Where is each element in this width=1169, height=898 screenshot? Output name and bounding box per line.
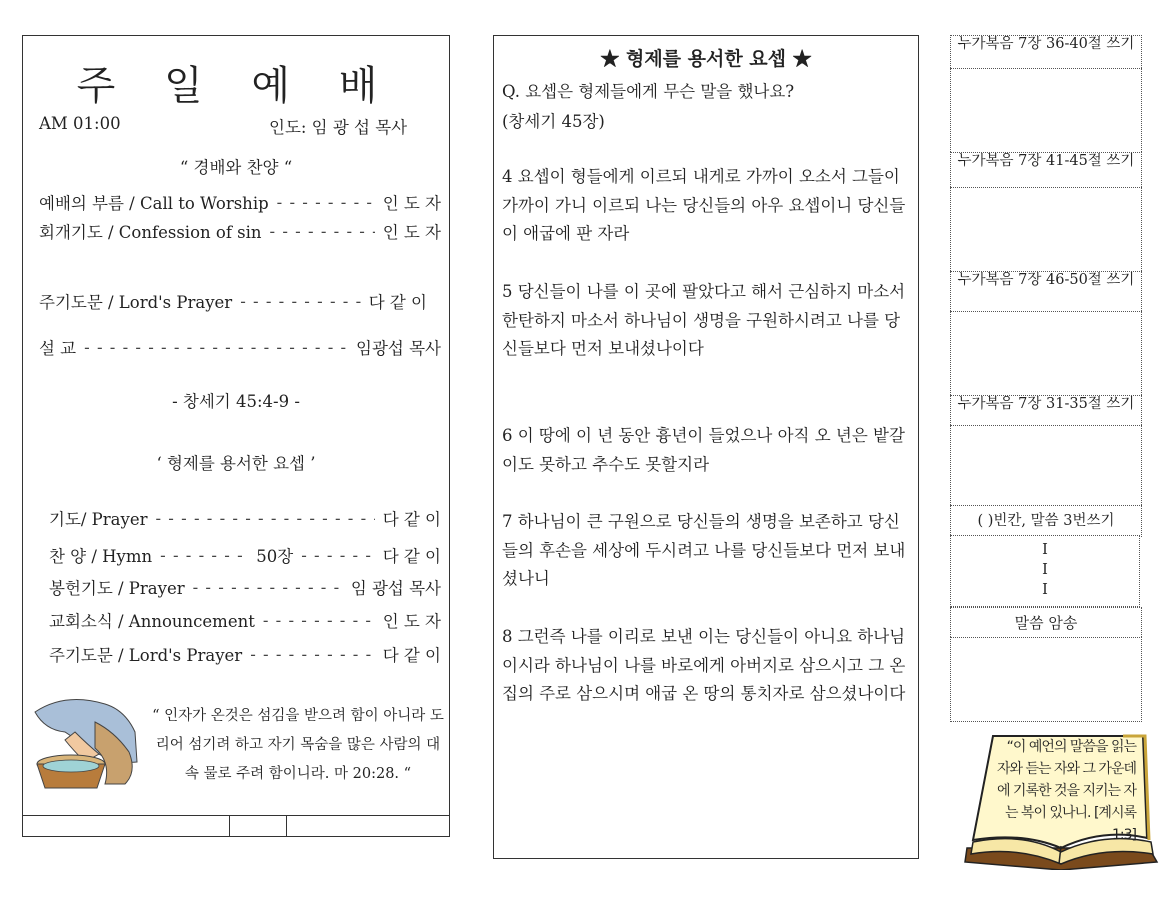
scripture-reference: - 창세기 45:4-9 - bbox=[172, 392, 300, 411]
footer-divider bbox=[229, 816, 230, 836]
order-item-leader: 임광섭 목사 bbox=[356, 339, 441, 358]
order-item-label: 봉헌기도 / Prayer bbox=[49, 579, 185, 598]
order-item bbox=[39, 190, 441, 214]
tally-mark: I bbox=[1042, 582, 1048, 598]
memorize-label: 말씀 암송 bbox=[950, 607, 1142, 639]
hymn-number: 50장 bbox=[256, 547, 294, 566]
verse-paragraph: 4 요셉이 형들에게 이르되 내게로 가까이 오소서 그들이 가까이 가니 이르되 나는 당신들의 아우 요셉이니 당신들이 애굽에 판 자라 bbox=[502, 167, 906, 244]
verse-paragraph: 5 당신들이 나를 이 곳에 팔았다고 해서 근심하지 마소서 한탄하지 마소서 하나님이 생명을 구원하시려고 나를 당신들보다 먼저 보내셨나이다 bbox=[502, 282, 906, 359]
writing-area[interactable] bbox=[950, 187, 1142, 273]
service-time: AM 01:00 bbox=[39, 114, 121, 133]
order-item bbox=[49, 543, 441, 567]
tally-box bbox=[950, 535, 1140, 607]
order-item-leader: 다 같 이 bbox=[382, 646, 441, 665]
verse-paragraph: 8 그런즉 나를 이리로 보낸 이는 당신들이 아니요 하나님이시라 하나님이 나를 바로에게 아버지로 삼으시고 그 온 집의 주로 삼으시며 애굽 온 땅의 통치자로 삼으셨나이다 bbox=[502, 627, 906, 704]
quote-text: “ 인자가 온것은 섬김을 받으려 함이 아니라 도리어 섬기려 하고 자기 목숨을 많은 사람의 대속 물로 주려 함이니라. 마 20:28. “ bbox=[152, 708, 444, 782]
page-title: 주 일 예 배 bbox=[76, 63, 396, 109]
lesson-panel bbox=[493, 35, 919, 859]
order-item bbox=[49, 575, 441, 599]
footer-table bbox=[23, 815, 449, 836]
service-leader: 인도: 임 광 섭 목사 bbox=[269, 118, 408, 137]
order-item-label: 주기도문 / Lord's Prayer bbox=[39, 293, 233, 312]
order-item-leader: 다 같 이 bbox=[382, 510, 441, 529]
lesson-question-ref: (창세기 45장) bbox=[502, 112, 605, 131]
order-item-leader: 인 도 자 bbox=[382, 223, 441, 242]
worship-order-panel bbox=[22, 35, 450, 837]
section-heading: “ 경배와 찬양 “ bbox=[179, 158, 293, 177]
sermon-title: ‘ 형제를 용서한 요셉 ’ bbox=[156, 454, 316, 473]
order-item-label: 회개기도 / Confession of sin bbox=[39, 223, 262, 242]
order-item bbox=[39, 289, 427, 313]
order-item-label: 교회소식 / Announcement bbox=[49, 612, 255, 631]
tally-mark: I bbox=[1042, 562, 1048, 578]
order-item bbox=[49, 506, 441, 530]
writing-task-header: 누가복음 7장 31-35절 쓰기 bbox=[950, 395, 1142, 427]
order-item bbox=[39, 219, 441, 243]
blank-fill-instruction: ( )빈칸, 말씀 3번쓰기 bbox=[950, 505, 1142, 537]
order-item-leader: 인 도 자 bbox=[382, 612, 441, 631]
order-item-label: 찬 양 / Hymn bbox=[49, 547, 153, 566]
lesson-question: Q. 요셉은 형제들에게 무슨 말을 했나요? bbox=[502, 82, 795, 101]
writing-task-header: 누가복음 7장 46-50절 쓰기 bbox=[950, 271, 1142, 313]
order-item bbox=[49, 642, 441, 666]
order-item-label: 기도/ Prayer bbox=[49, 510, 148, 529]
foot-washing-illustration bbox=[25, 692, 147, 792]
order-item-leader: 인 도 자 bbox=[382, 194, 441, 213]
tally-mark: I bbox=[1042, 542, 1048, 558]
order-item-label: 설 교 bbox=[39, 339, 77, 358]
verse-paragraph: 7 하나님이 큰 구원으로 당신들의 생명을 보존하고 당신들의 후손을 세상에 두시려고 나를 당신들보다 먼저 보내셨나니 bbox=[502, 512, 906, 589]
writing-area[interactable] bbox=[950, 311, 1142, 397]
lesson-title: ★ 형제를 용서한 요셉 ★ bbox=[600, 48, 812, 70]
verse-paragraph: 6 이 땅에 이 년 동안 흉년이 들었으나 아직 오 년은 밭갈이도 못하고 추수도 못할지라 bbox=[502, 426, 905, 474]
writing-task-header: 누가복음 7장 36-40절 쓰기 bbox=[950, 35, 1142, 70]
bible-verse-text: “이 예언의 말씀을 읽는 자와 듣는 자와 그 가운데에 기록한 것을 지키는 자는 복이 있나니. [계시록 1:3] bbox=[996, 739, 1136, 843]
writing-area[interactable] bbox=[950, 68, 1142, 154]
order-item-leader: 임 광섭 목사 bbox=[350, 579, 441, 598]
order-item bbox=[39, 335, 441, 359]
writing-area[interactable] bbox=[950, 425, 1142, 507]
order-item-label: 주기도문 / Lord's Prayer bbox=[49, 646, 243, 665]
order-item-leader: 다 같 이 bbox=[368, 293, 427, 312]
order-item-label: 예배의 부름 / Call to Worship bbox=[39, 194, 269, 213]
order-item-leader: 다 같 이 bbox=[382, 547, 441, 566]
writing-area[interactable] bbox=[950, 637, 1142, 722]
writing-task-header: 누가복음 7장 41-45절 쓰기 bbox=[950, 152, 1142, 189]
order-item bbox=[49, 608, 441, 632]
footer-divider bbox=[286, 816, 287, 836]
